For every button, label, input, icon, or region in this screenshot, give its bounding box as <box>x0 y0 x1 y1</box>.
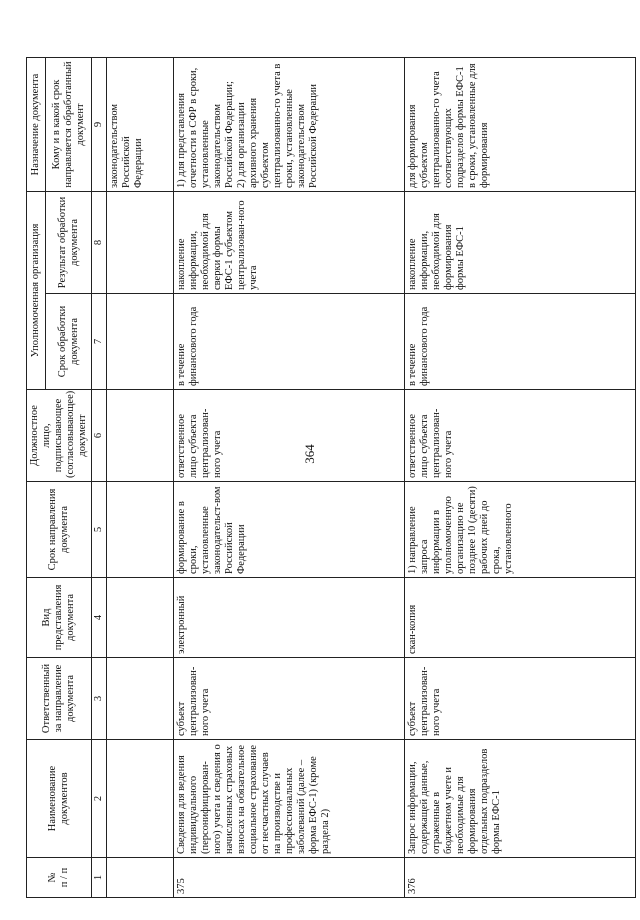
header-org: Уполномоченная организация <box>27 192 46 390</box>
column-number: 6 <box>92 390 107 482</box>
rotated-table-wrapper <box>26 58 612 898</box>
cell-name: Запрос информации, содержащей данные, отраженные в бюджетном учете и необходимые для формирования отдельных подразделов формы ЕФС-1 <box>405 740 636 858</box>
cell-type: скан-копия <box>405 578 636 658</box>
header-org-result: Результат обработки документа <box>46 192 92 294</box>
cell-type <box>107 578 174 658</box>
table-row <box>405 58 636 898</box>
cell-deadline <box>107 482 174 578</box>
header-org-deadline: Срок обработки документа <box>46 294 92 390</box>
cell-num: 376 <box>405 858 636 898</box>
cell-signer: ответственное лицо субъекта централизован-ного учета <box>174 390 405 482</box>
cell-purpose: законодательством Российской Федерации <box>107 58 174 192</box>
header-purpose-to: Кому и в какой срок направляется обработанный документ <box>46 58 92 192</box>
cell-name <box>107 740 174 858</box>
column-number: 4 <box>92 578 107 658</box>
table-row <box>107 58 174 898</box>
column-number: 1 <box>92 858 107 898</box>
header-num: № п / п <box>27 858 92 898</box>
page-number: 364 <box>301 444 317 464</box>
cell-num <box>107 858 174 898</box>
header-name: Наименование документов <box>27 740 92 858</box>
column-number: 8 <box>92 192 107 294</box>
table-row <box>174 58 405 898</box>
column-number-row <box>92 58 107 898</box>
header-responsible: Ответственный за направление документа <box>27 658 92 740</box>
column-number: 2 <box>92 740 107 858</box>
cell-org-result <box>107 192 174 294</box>
cell-org-deadline: в течение финансового года <box>405 294 636 390</box>
cell-num: 375 <box>174 858 405 898</box>
cell-responsible: субъект централизован-ного учета <box>405 658 636 740</box>
cell-responsible: субъект централизован-ного учета <box>174 658 405 740</box>
column-number: 7 <box>92 294 107 390</box>
header-row-1 <box>27 58 46 898</box>
cell-signer: ответственное лицо субъекта централизован-ного учета <box>405 390 636 482</box>
document-register-table <box>26 57 636 898</box>
cell-signer <box>107 390 174 482</box>
cell-purpose: для формирования субъектом централизованно-го учета соответствующих подразделов формы ЕФС-1 в сроки, установленные для формирования <box>405 58 636 192</box>
column-number: 3 <box>92 658 107 740</box>
header-signer: Должностное лицо, подписывающее (согласовывающее) документ <box>27 390 92 482</box>
column-number: 5 <box>92 482 107 578</box>
column-number: 9 <box>92 58 107 192</box>
cell-name: Сведения для ведения индивидуального (персонифицирован-ного) учета и сведения о начисленных страховых взносах на обязательное социальное страхование от несчастных случаев на производстве и профессиональных заболеваний (далее – форма ЕФС-1) (кроме раздела 2) <box>174 740 405 858</box>
cell-purpose: 1) для представления отчетности в СФР в сроки, установленные законодательством Российской Федерации; 2) для организации архивного хранения субъектом централизованно-го учета в сроки, установленные законодательством Российской Федерации <box>174 58 405 192</box>
header-type: Вид представления документа <box>27 578 92 658</box>
cell-org-deadline: в течение финансового года <box>174 294 405 390</box>
cell-org-result: накопление информации, необходимой для формирования формы ЕФС-1 <box>405 192 636 294</box>
cell-type: электронный <box>174 578 405 658</box>
cell-deadline: формирование в сроки, установленные законодательст-вом Российской Федерации <box>174 482 405 578</box>
cell-responsible <box>107 658 174 740</box>
header-purpose: Назначение документа <box>27 58 46 192</box>
cell-org-result: накопление информации, необходимой для сверки формы ЕФС-1 субъектом централизован-ного учета <box>174 192 405 294</box>
cell-org-deadline <box>107 294 174 390</box>
cell-deadline: 1) направление запроса информации в уполномоченную организацию не позднее 10 (десяти) рабочих дней до срока, установленного <box>405 482 636 578</box>
header-deadline: Срок направления документа <box>27 482 92 578</box>
